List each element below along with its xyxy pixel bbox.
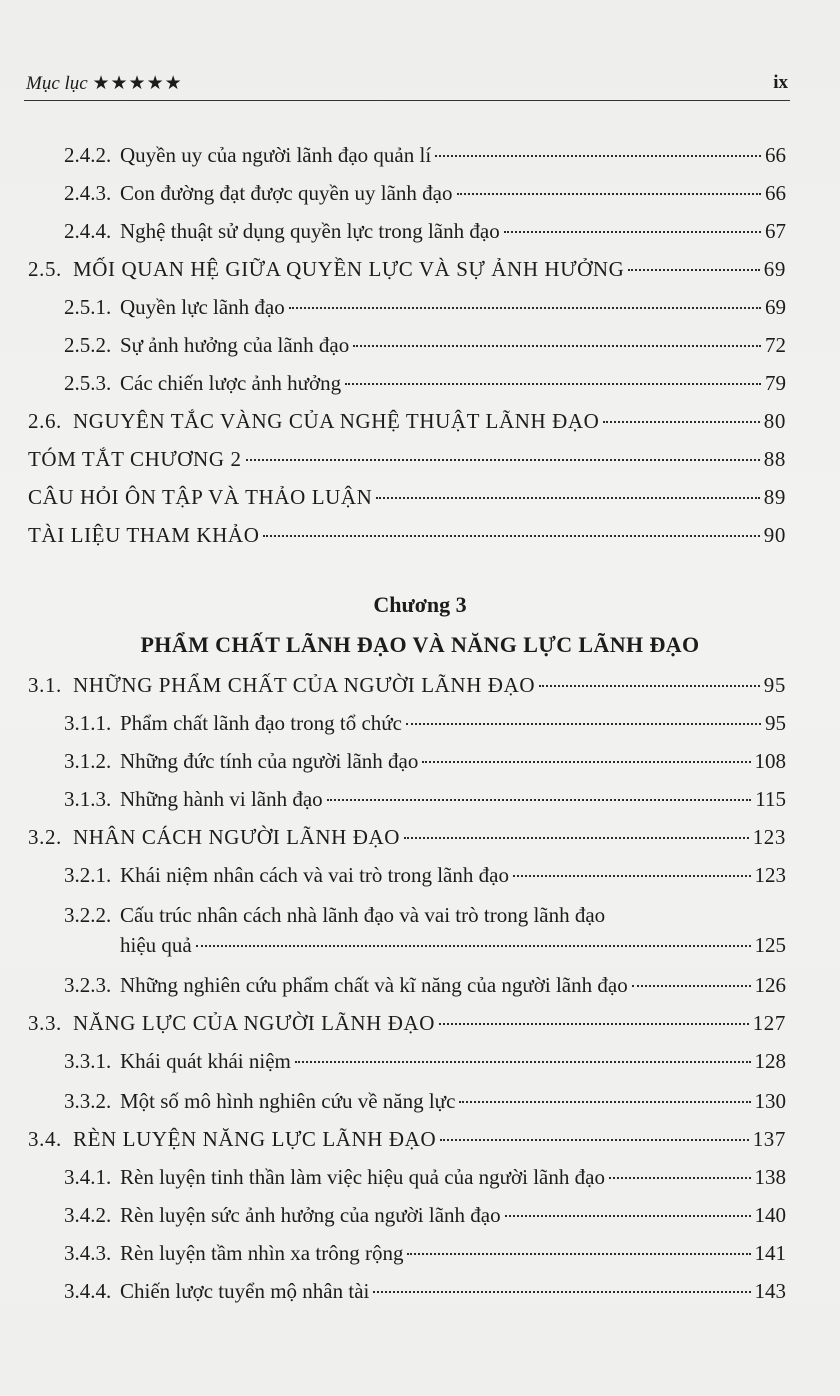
toc-entry-title: Những hành vi lãnh đạo — [120, 787, 323, 811]
toc-entry-title: NHÂN CÁCH NGƯỜI LÃNH ĐẠO — [73, 825, 401, 849]
toc-entry-page: 128 — [754, 1049, 786, 1073]
toc-entry-title: Khái quát khái niệm — [120, 1049, 291, 1073]
toc-summary-entry[interactable] — [28, 446, 786, 472]
toc-entry-number: 2.5. — [28, 257, 62, 281]
toc-entry-page: 66 — [765, 143, 786, 167]
toc-entry-title: Con đường đạt được quyền uy lãnh đạo — [120, 181, 453, 205]
toc-entry-number: 3.4.2. — [64, 1203, 112, 1227]
header-stars: ★★★★★ — [92, 73, 183, 94]
toc-entry-title: TÀI LIỆU THAM KHẢO — [28, 523, 260, 547]
toc-leader-dots — [353, 345, 761, 347]
toc-leader-dots — [628, 269, 759, 271]
toc-entry-page: 95 — [765, 711, 786, 735]
toc-leader-dots — [246, 459, 760, 461]
toc-leader-dots — [373, 1291, 750, 1293]
toc-entry-page: 69 — [765, 295, 786, 319]
toc-entry-page: 79 — [765, 371, 786, 395]
toc-entry-title: Một số mô hình nghiên cứu về năng lực — [120, 1089, 456, 1113]
toc-entry[interactable] — [64, 1202, 786, 1228]
toc-entry-number: 2.4.2. — [64, 143, 112, 167]
toc-entry[interactable] — [64, 370, 786, 396]
toc-entry-page: 143 — [754, 1279, 786, 1303]
toc-leader-dots — [632, 985, 751, 987]
toc-leader-dots — [289, 307, 761, 309]
toc-entry-number: 3.3.1. — [64, 1049, 112, 1073]
toc-leader-dots — [539, 685, 760, 687]
toc-entry-page: 127 — [752, 1011, 786, 1035]
toc-leader-dots — [404, 837, 749, 839]
toc-entry-title: Chiến lược tuyển mộ nhân tài — [120, 1279, 370, 1303]
toc-entry-number: 3.4. — [28, 1127, 62, 1151]
toc-entry[interactable] — [64, 332, 786, 358]
toc-entry-number: 3.4.4. — [64, 1279, 112, 1303]
toc-entry-title: Những đức tính của người lãnh đạo — [120, 749, 419, 773]
toc-references-entry[interactable] — [28, 522, 786, 548]
toc-entry-number: 2.5.3. — [64, 371, 112, 395]
toc-entry[interactable] — [64, 748, 786, 774]
toc-entry-title: Khái niệm nhân cách và vai trò trong lãnh đạo — [120, 863, 509, 887]
toc-entry-continuation[interactable] — [120, 932, 786, 958]
toc-leader-dots — [504, 231, 761, 233]
toc-questions-entry[interactable] — [28, 484, 786, 510]
toc-leader-dots — [196, 945, 751, 947]
toc-entry-number: 3.2.1. — [64, 863, 112, 887]
toc-leader-dots — [406, 723, 761, 725]
header-section-title: Mục lục — [26, 73, 88, 94]
toc-entry-title: Quyền uy của người lãnh đạo quản lí — [120, 143, 432, 167]
toc-leader-dots — [513, 875, 751, 877]
toc-entry-title-continued: hiệu quả — [120, 933, 192, 957]
toc-entry-page: 90 — [763, 523, 786, 547]
toc-entry-title: Nghệ thuật sử dụng quyền lực trong lãnh đạo — [120, 219, 500, 243]
toc-entry[interactable] — [64, 1088, 786, 1114]
toc-section-entry[interactable] — [28, 1126, 786, 1152]
toc-entry-title: RÈN LUYỆN NĂNG LỰC LÃNH ĐẠO — [73, 1127, 437, 1151]
toc-entry-title: NHỮNG PHẨM CHẤT CỦA NGƯỜI LÃNH ĐẠO — [73, 673, 536, 697]
toc-leader-dots — [407, 1253, 750, 1255]
toc-entry-page: 69 — [763, 257, 786, 281]
toc-entry[interactable] — [64, 972, 786, 998]
toc-leader-dots — [505, 1215, 751, 1217]
toc-entry-number: 3.4.1. — [64, 1165, 112, 1189]
toc-entry-title: NĂNG LỰC CỦA NGƯỜI LÃNH ĐẠO — [73, 1011, 436, 1035]
toc-leader-dots — [439, 1023, 749, 1025]
toc-entry[interactable] — [64, 786, 786, 812]
toc-entry-page: 125 — [754, 933, 786, 957]
toc-entry[interactable] — [64, 1164, 786, 1190]
toc-entry-title: NGUYÊN TẮC VÀNG CỦA NGHỆ THUẬT LÃNH ĐẠO — [73, 409, 600, 433]
toc-entry-page: 89 — [763, 485, 786, 509]
toc-entry-title: TÓM TẮT CHƯƠNG 2 — [28, 447, 242, 471]
toc-entry-title: Quyền lực lãnh đạo — [120, 295, 285, 319]
toc-section-entry[interactable] — [28, 256, 786, 282]
toc-entry-number: 3.2.3. — [64, 973, 112, 997]
toc-leader-dots — [327, 799, 752, 801]
toc-section-entry[interactable] — [28, 824, 786, 850]
chapter-label: Chương 3 — [373, 592, 467, 617]
toc-entry-page: 66 — [765, 181, 786, 205]
toc-entry-page: 108 — [754, 749, 786, 773]
toc-entry-title: Sự ảnh hưởng của lãnh đạo — [120, 333, 350, 357]
toc-leader-dots — [609, 1177, 751, 1179]
toc-entry[interactable] — [64, 180, 786, 206]
toc-entry-number: 2.5.2. — [64, 333, 112, 357]
toc-entry-number: 3.1.2. — [64, 749, 112, 773]
toc-entry-page: 137 — [752, 1127, 786, 1151]
toc-section-entry[interactable] — [28, 1010, 786, 1036]
toc-entry-page: 115 — [755, 787, 786, 811]
toc-entry[interactable] — [64, 862, 786, 888]
toc-entry-page: 80 — [763, 409, 786, 433]
toc-entry-page: 126 — [754, 973, 786, 997]
toc-entry-title: Rèn luyện tầm nhìn xa trông rộng — [120, 1241, 404, 1265]
toc-entry-number: 3.1.3. — [64, 787, 112, 811]
toc-entry-page: 123 — [754, 863, 786, 887]
toc-leader-dots — [603, 421, 759, 423]
toc-entry-number: 2.5.1. — [64, 295, 112, 319]
toc-entry[interactable] — [64, 1240, 786, 1266]
toc-entry-number: 3.4.3. — [64, 1241, 112, 1265]
toc-section-entry[interactable] — [28, 408, 786, 434]
toc-entry-number: 3.3. — [28, 1011, 62, 1035]
toc-leader-dots — [440, 1139, 748, 1141]
toc-entry[interactable] — [64, 902, 786, 928]
toc-entry[interactable] — [64, 142, 786, 168]
toc-entry-title: MỐI QUAN HỆ GIỮA QUYỀN LỰC VÀ SỰ ẢNH HƯỞNG — [73, 257, 625, 281]
chapter-title: PHẨM CHẤT LÃNH ĐẠO VÀ NĂNG LỰC LÃNH ĐẠO — [140, 632, 700, 657]
toc-entry[interactable] — [64, 1278, 786, 1304]
toc-entry[interactable] — [64, 1048, 786, 1074]
toc-entry-number: 3.3.2. — [64, 1089, 112, 1113]
toc-entry[interactable] — [64, 294, 786, 320]
toc-leader-dots — [295, 1061, 751, 1063]
toc-entry-page: 95 — [763, 673, 786, 697]
toc-entry-page: 72 — [765, 333, 786, 357]
toc-entry-page: 123 — [752, 825, 786, 849]
toc-leader-dots — [263, 535, 759, 537]
toc-entry-number: 3.1. — [28, 673, 62, 697]
toc-entry-title: Rèn luyện sức ảnh hưởng của người lãnh đạo — [120, 1203, 501, 1227]
page-number-roman: ix — [773, 72, 788, 93]
toc-entry-page: 138 — [754, 1165, 786, 1189]
toc-entry-title: Cấu trúc nhân cách nhà lãnh đạo và vai trò trong lãnh đạo — [120, 903, 606, 927]
toc-leader-dots — [422, 761, 750, 763]
toc-entry-title: CÂU HỎI ÔN TẬP VÀ THẢO LUẬN — [28, 485, 373, 509]
toc-entry[interactable] — [64, 218, 786, 244]
toc-entry-title: Các chiến lược ảnh hưởng — [120, 371, 342, 395]
toc-entry[interactable] — [64, 710, 786, 736]
toc-leader-dots — [345, 383, 761, 385]
toc-section-entry[interactable] — [28, 672, 786, 698]
toc-entry-number: 2.6. — [28, 409, 62, 433]
toc-leader-dots — [457, 193, 761, 195]
toc-leader-dots — [435, 155, 761, 157]
toc-entry-number: 3.1.1. — [64, 711, 112, 735]
toc-entry-page: 130 — [754, 1089, 786, 1113]
toc-entry-page: 67 — [765, 219, 786, 243]
toc-entry-number: 2.4.3. — [64, 181, 112, 205]
toc-entry-title: Những nghiên cứu phẩm chất và kĩ năng của người lãnh đạo — [120, 973, 628, 997]
toc-entry-page: 88 — [763, 447, 786, 471]
toc-leader-dots — [376, 497, 759, 499]
toc-entry-page: 140 — [754, 1203, 786, 1227]
toc-entry-number: 3.2.2. — [64, 903, 112, 927]
toc-entry-page: 141 — [754, 1241, 786, 1265]
toc-entry-number: 3.2. — [28, 825, 62, 849]
toc-entry-title: Phẩm chất lãnh đạo trong tổ chức — [120, 711, 402, 735]
toc-entry-number: 2.4.4. — [64, 219, 112, 243]
toc-entry-title: Rèn luyện tinh thần làm việc hiệu quả của người lãnh đạo — [120, 1165, 605, 1189]
toc-leader-dots — [459, 1101, 750, 1103]
